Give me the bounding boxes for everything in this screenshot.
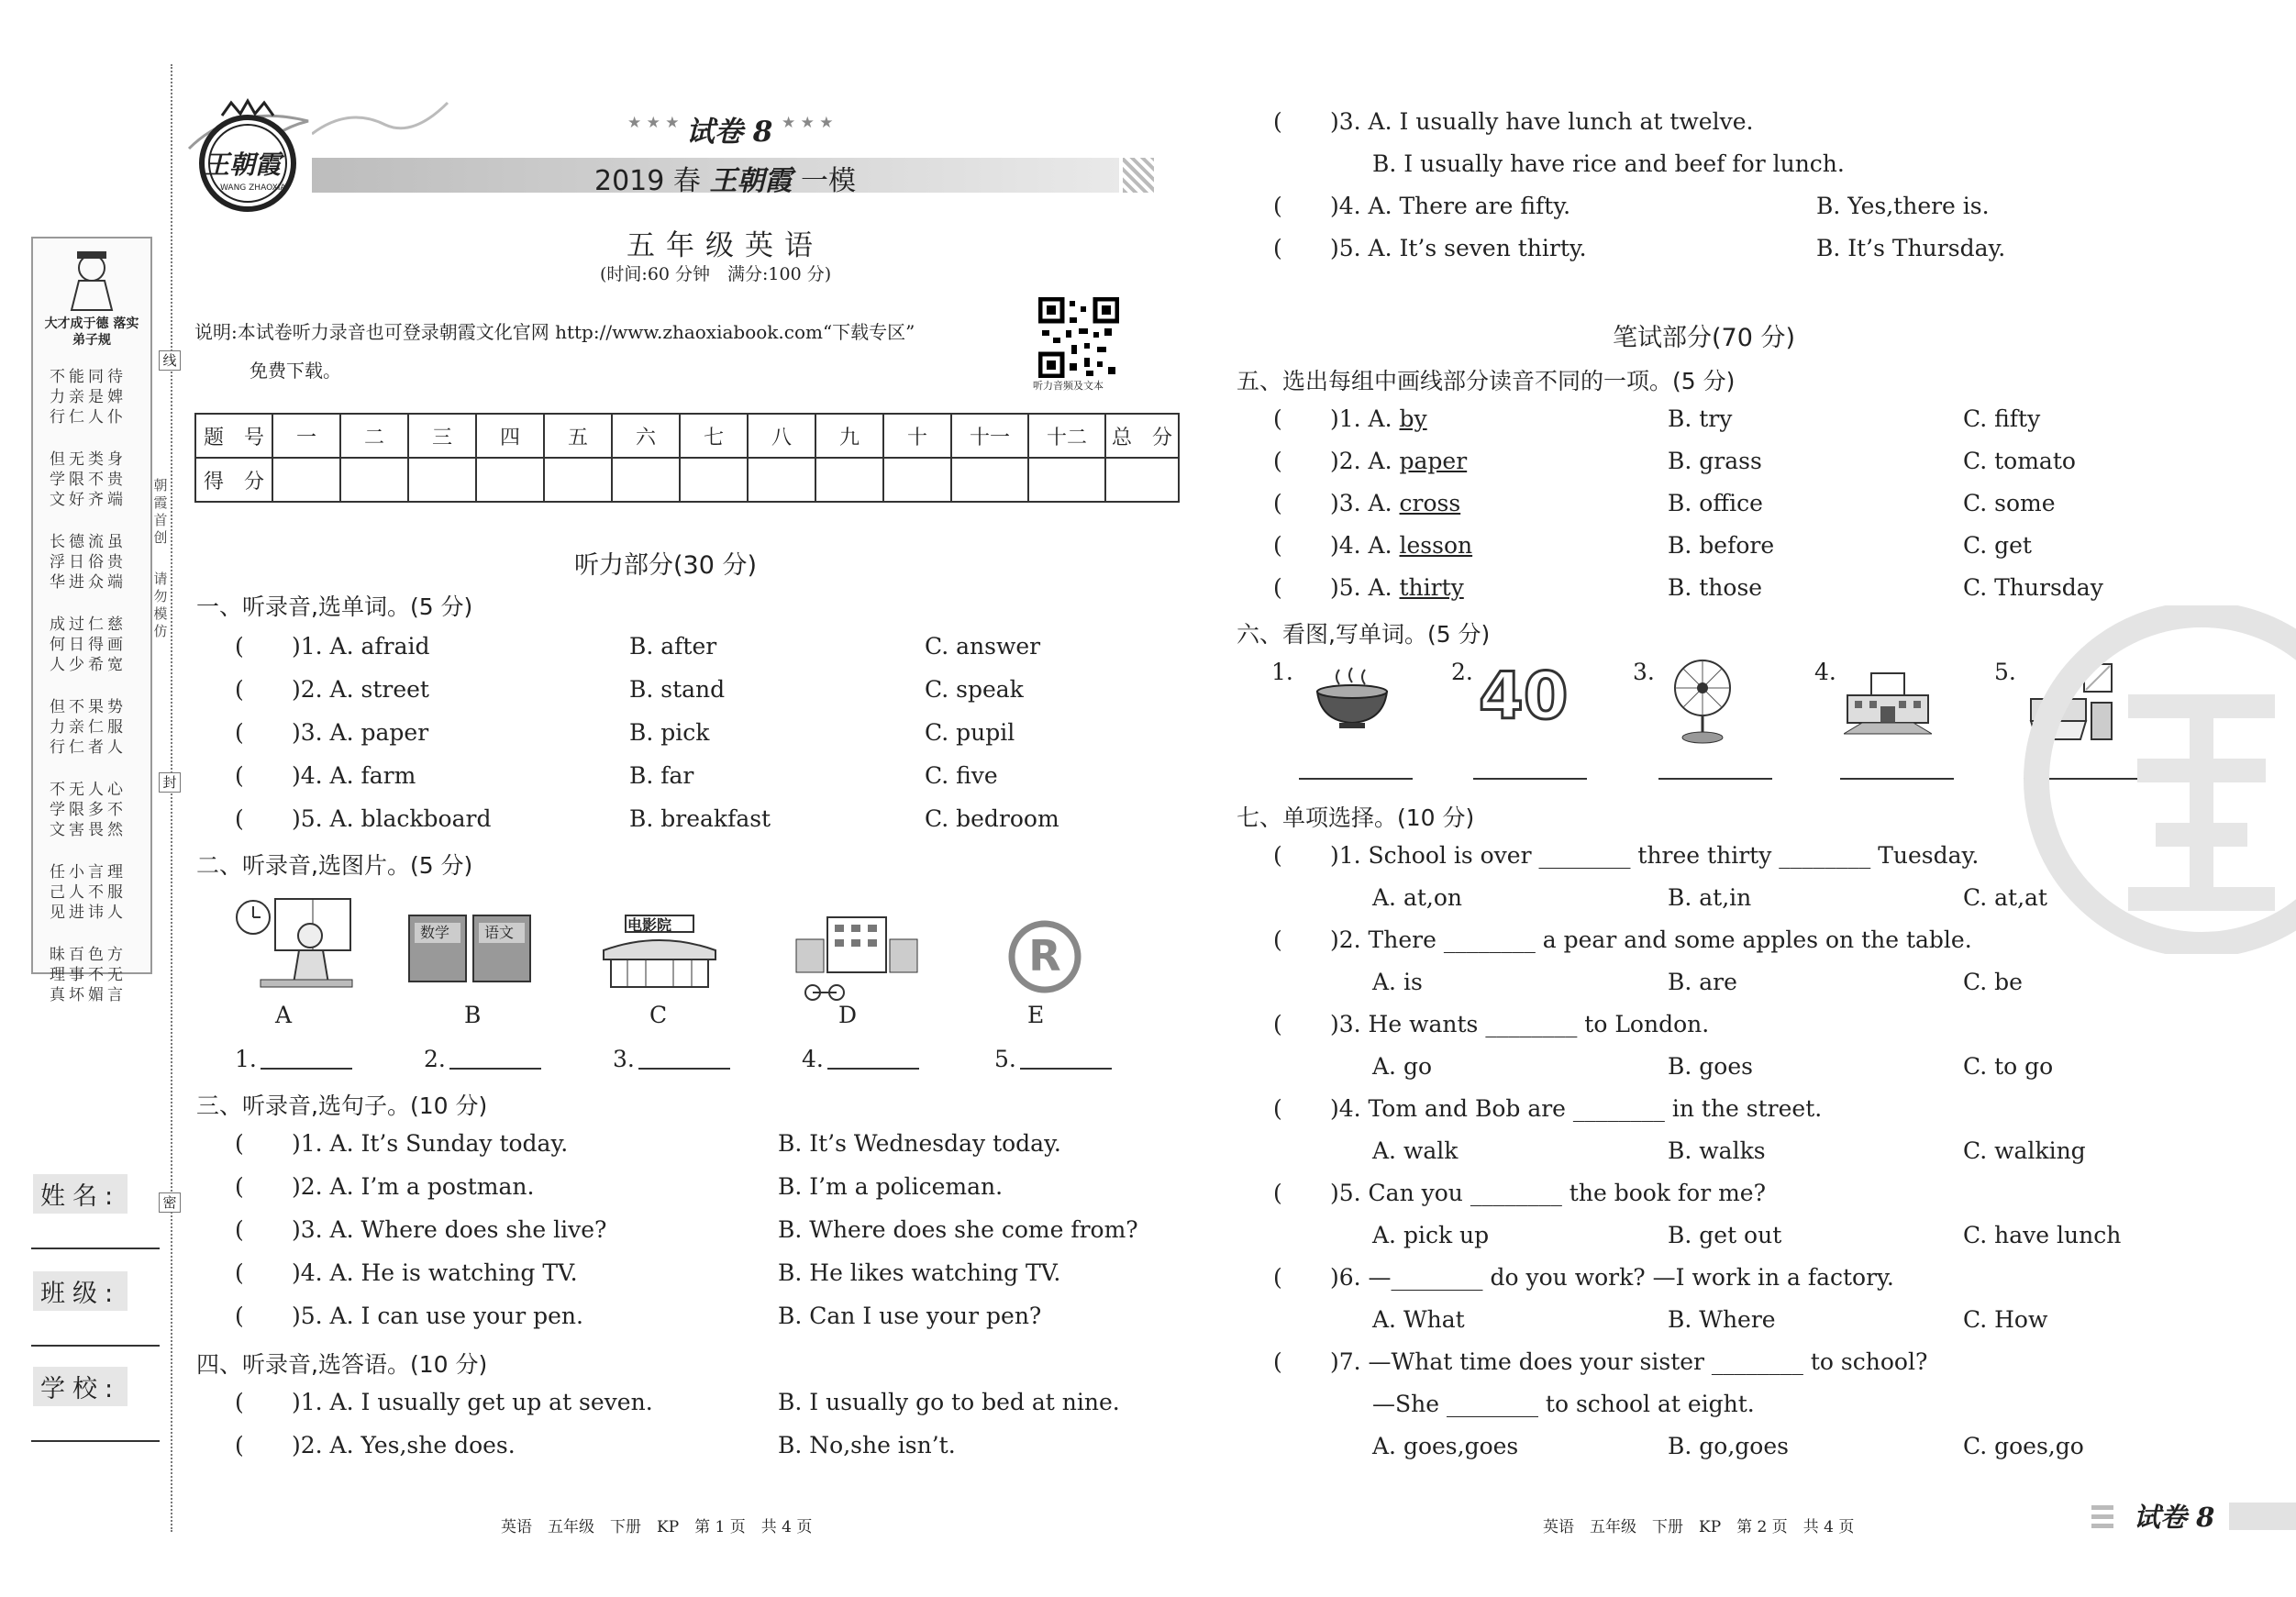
option-b[interactable]: B. No,she isn’t. — [778, 1432, 956, 1458]
answer-paren-open: ( — [235, 633, 244, 660]
star-row-right: ★ ★ ★ — [782, 114, 834, 132]
picture-d-school-building-icon — [793, 912, 921, 1004]
question-text: )4. Tom and Bob are ________ in the street. — [1330, 1095, 1823, 1122]
answer-line[interactable] — [1658, 778, 1772, 780]
score-col-4: 四 — [476, 414, 544, 458]
motto-line: 长德流虽 — [50, 533, 127, 551]
answer-paren-open: ( — [1273, 1180, 1282, 1206]
motto-line: 力亲是婢 — [50, 388, 127, 406]
answer-blank[interactable] — [1286, 1016, 1326, 1040]
option-c[interactable]: C. speak — [925, 676, 1024, 703]
option-a-word[interactable]: paper — [1399, 448, 1468, 474]
school-field[interactable] — [31, 1440, 160, 1442]
question-item: )5. A. blackboard — [292, 805, 492, 832]
seal-tag-feng: 封 — [159, 772, 181, 793]
motto-line: 己人不服 — [50, 883, 127, 902]
answer-paren-open: ( — [1273, 193, 1282, 219]
option-c[interactable]: C. five — [925, 762, 998, 789]
option-a[interactable]: A. goes,goes — [1372, 1433, 1519, 1459]
option-b[interactable]: B. It’s Wednesday today. — [778, 1130, 1061, 1157]
score-cell[interactable] — [815, 458, 883, 502]
scholar-figure-icon — [61, 248, 123, 312]
sidebar-motto-panel — [31, 237, 152, 1004]
option-a-word[interactable]: thirty — [1399, 574, 1464, 601]
banner-brand: 王朝霞 — [709, 165, 793, 197]
picture-number: 1. — [1271, 659, 1293, 685]
section-3-title: 三、听录音,选句子。(10 分) — [196, 1092, 488, 1119]
option-b[interactable]: B. I usually go to bed at nine. — [778, 1389, 1120, 1415]
vertical-note-1: 朝霞首创 — [153, 477, 168, 546]
answer-blank[interactable] — [248, 768, 288, 792]
score-row-label: 题 号 — [195, 414, 272, 458]
option-b[interactable]: B. after — [629, 633, 717, 660]
footer-paper-tag: 试卷 8 — [2134, 1502, 2215, 1533]
score-cell[interactable] — [951, 458, 1028, 502]
picture-label: A — [275, 1002, 293, 1028]
option-b[interactable]: B. I usually have rice and beef for lunch. — [1372, 150, 1845, 177]
answer-blank[interactable] — [1286, 240, 1326, 264]
score-col-10: 十 — [883, 414, 951, 458]
motto-line: 不无人心 — [50, 781, 127, 799]
motto-line: 任小言理 — [50, 863, 127, 882]
score-cell[interactable] — [1028, 458, 1105, 502]
qr-code-icon[interactable] — [1038, 297, 1119, 378]
answer-paren-open: ( — [235, 1130, 244, 1157]
option-a-word[interactable]: lesson — [1399, 532, 1473, 559]
answer-line[interactable] — [1840, 778, 1954, 780]
question-text: )7. —What time does your sister ________ to school? — [1330, 1348, 1928, 1375]
footer-tag-bar — [2229, 1503, 2296, 1530]
score-col-6: 六 — [612, 414, 680, 458]
ribbon-decoration-icon — [312, 97, 449, 143]
question-item — [1330, 448, 1467, 474]
confidential-stamp-watermark — [2018, 605, 2296, 954]
score-value-row — [195, 458, 1179, 502]
option-b[interactable]: B. walks — [1668, 1137, 1766, 1164]
option-b[interactable]: B. goes — [1668, 1053, 1753, 1080]
option-a[interactable]: )1. A. It’s Sunday today. — [292, 1130, 569, 1157]
question-text: )2. There ________ a pear and some apples on the table. — [1330, 926, 1972, 953]
answer-blank[interactable] — [248, 1265, 288, 1289]
answer-paren-open: ( — [235, 1389, 244, 1415]
answer-blank[interactable] — [1286, 1354, 1326, 1378]
answer-line[interactable] — [1473, 778, 1587, 780]
banner-title — [594, 158, 856, 198]
answer-paren-open: ( — [1273, 1011, 1282, 1037]
sidebar-slogan: 大才成于德 落实弟子规 — [44, 316, 139, 348]
answer-blank[interactable] — [248, 1222, 288, 1246]
answer-blank[interactable] — [1286, 114, 1326, 138]
picture-soup-bowl-icon — [1314, 666, 1391, 730]
option-b[interactable]: B. He likes watching TV. — [778, 1259, 1061, 1286]
option-a[interactable]: A. What — [1372, 1306, 1465, 1333]
question-text: )6. —________ do you work? —I work in a factory. — [1330, 1264, 1894, 1291]
answer-paren-open: ( — [235, 719, 244, 746]
option-a-word[interactable]: by — [1399, 405, 1427, 432]
option-c[interactable]: C. tomato — [1963, 448, 2076, 474]
option-a[interactable]: )5. A. It’s seven thirty. — [1330, 235, 1587, 261]
question-item: )1. A. afraid — [292, 633, 430, 660]
answer-paren-open: ( — [235, 1303, 244, 1329]
seal-tag-mi: 密 — [159, 1192, 181, 1213]
answer-paren-open: ( — [235, 1259, 244, 1286]
blank-number: 4. — [802, 1046, 824, 1072]
picture-label: B — [464, 1002, 482, 1028]
score-cell[interactable] — [612, 458, 680, 502]
answer-paren-open: ( — [1273, 108, 1282, 135]
banner-exam: 一模 — [800, 165, 856, 197]
option-b[interactable]: B. before — [1668, 532, 1775, 559]
motto-line: 真坏媚言 — [50, 986, 127, 1004]
question-text: )1. School is over ________ three thirty ________ Tuesday. — [1330, 842, 1980, 869]
answer-blank[interactable] — [1286, 1101, 1326, 1125]
written-title: 笔试部分(70 分) — [1613, 324, 1796, 352]
motto-line: 不能同待 — [50, 368, 127, 386]
score-cell[interactable] — [272, 458, 340, 502]
option-c[interactable]: C. at,at — [1963, 884, 2047, 911]
logo-brand-en: WANG ZHAOXIA — [220, 183, 286, 193]
answer-blank[interactable] — [1286, 932, 1326, 956]
answer-paren-open: ( — [1273, 926, 1282, 953]
option-c[interactable]: C. Thursday — [1963, 574, 2103, 601]
question-text: )3. He wants ________ to London. — [1330, 1011, 1710, 1037]
option-b[interactable]: B. Where does she come from? — [778, 1216, 1138, 1243]
answer-line[interactable] — [449, 1046, 541, 1070]
book-chinese-label: 语文 — [484, 924, 515, 941]
class-field[interactable] — [31, 1345, 160, 1347]
picture-number: 2. — [1451, 659, 1473, 685]
answer-blank[interactable] — [1286, 453, 1326, 477]
section-7-title: 七、单项选择。(10 分) — [1237, 804, 1475, 831]
picture-a-girl-studying-icon — [233, 893, 356, 991]
school-label: 学校: — [33, 1367, 128, 1406]
answer-blank[interactable] — [248, 1437, 288, 1461]
option-a-word[interactable]: cross — [1399, 490, 1461, 516]
vertical-note-2: 请勿模仿 — [153, 571, 168, 639]
exam-time-info: (时间:60 分钟 满分:100 分) — [600, 264, 832, 284]
name-label: 姓名: — [33, 1174, 128, 1214]
download-note: 说明:本试卷听力录音也可登录朝霞文化官网 http://www.zhaoxiabook.com“下载专区” — [194, 321, 915, 343]
blank-number: 5. — [994, 1046, 1016, 1072]
picture-number: 4. — [1814, 659, 1836, 685]
motto-line: 学限多不 — [50, 801, 127, 819]
motto-line: 浮日俗贵 — [50, 553, 127, 571]
answer-paren-open: ( — [235, 805, 244, 832]
option-b[interactable]: B. at,in — [1668, 884, 1752, 911]
option-a[interactable]: )4. A. He is watching TV. — [292, 1259, 578, 1286]
answer-paren-open: ( — [235, 1173, 244, 1200]
answer-line[interactable] — [261, 1046, 352, 1070]
option-b[interactable]: B. stand — [629, 676, 726, 703]
score-col-1: 一 — [272, 414, 340, 458]
option-c[interactable]: C. be — [1963, 969, 2023, 995]
score-col-8: 八 — [748, 414, 815, 458]
motto-line: 行仁人仆 — [50, 408, 127, 427]
answer-paren-open: ( — [1273, 1264, 1282, 1291]
answer-blank[interactable] — [1286, 495, 1326, 519]
answer-paren-open: ( — [1273, 405, 1282, 432]
score-col-12: 十二 — [1028, 414, 1105, 458]
picture-number: 5. — [1994, 659, 2016, 685]
score-col-9: 九 — [815, 414, 883, 458]
paper-number: 试卷 8 — [686, 116, 773, 149]
score-col-total: 总 分 — [1105, 414, 1179, 458]
footer-left: 英语 五年级 下册 KP 第 1 页 共 4 页 — [501, 1518, 813, 1536]
motto-line: 力亲仁服 — [50, 718, 127, 737]
motto-line: 见进讳人 — [50, 904, 127, 922]
motto-line: 人少希宽 — [50, 656, 127, 674]
option-a[interactable]: )3. A. I usually have lunch at twelve. — [1330, 108, 1754, 135]
option-b[interactable]: B. Yes,there is. — [1816, 193, 1990, 219]
section-4-title: 四、听录音,选答语。(10 分) — [196, 1351, 488, 1378]
answer-paren-open: ( — [1273, 235, 1282, 261]
answer-blank[interactable] — [248, 638, 288, 662]
banner-dither — [1123, 158, 1154, 193]
blank-number: 2. — [424, 1046, 446, 1072]
score-col-7: 七 — [680, 414, 748, 458]
option-b[interactable]: B. grass — [1668, 448, 1762, 474]
option-a[interactable]: A. pick up — [1372, 1222, 1490, 1248]
option-a[interactable]: A. go — [1372, 1053, 1433, 1080]
picture-label: C — [649, 1002, 668, 1028]
question-number: )4. A. — [1330, 532, 1400, 559]
score-row-label-2: 得 分 — [195, 458, 272, 502]
score-table — [194, 413, 1180, 503]
book-math-label: 数学 — [420, 924, 450, 941]
listening-title: 听力部分(30 分) — [574, 551, 758, 580]
picture-fan-icon — [1668, 657, 1741, 747]
footer-right: 英语 五年级 下册 KP 第 2 页 共 4 页 — [1543, 1518, 1855, 1536]
option-b[interactable]: B. try — [1668, 405, 1733, 432]
answer-blank[interactable] — [248, 1136, 288, 1159]
option-b[interactable]: B. those — [1668, 574, 1763, 601]
blank-number: 3. — [613, 1046, 635, 1072]
motto-line: 成过仁慈 — [50, 616, 127, 634]
svg-text:R: R — [1028, 931, 1061, 981]
question-number: )2. A. — [1330, 448, 1400, 474]
answer-paren-open: ( — [1273, 1348, 1282, 1375]
picture-number: 3. — [1633, 659, 1655, 685]
option-b[interactable]: B. Where — [1668, 1306, 1776, 1333]
picture-label: E — [1027, 1002, 1045, 1028]
answer-paren-open: ( — [1273, 1095, 1282, 1122]
footer-tag-decoration — [2091, 1501, 2113, 1528]
option-c[interactable]: C. bedroom — [925, 805, 1059, 832]
option-c[interactable]: C. goes,go — [1963, 1433, 2084, 1459]
option-b[interactable]: B. breakfast — [629, 805, 771, 832]
answer-blank[interactable] — [1286, 411, 1326, 435]
question-text: )5. Can you ________ the book for me? — [1330, 1180, 1766, 1206]
option-a[interactable]: A. walk — [1372, 1137, 1459, 1164]
binding-dotted-line — [171, 64, 172, 1532]
answer-paren-open: ( — [1273, 574, 1282, 601]
answer-blank[interactable] — [248, 1394, 288, 1418]
option-b[interactable]: B. I’m a policeman. — [778, 1173, 1004, 1200]
picture-label: D — [838, 1002, 858, 1028]
score-cell[interactable] — [340, 458, 408, 502]
answer-blank[interactable] — [1286, 580, 1326, 604]
score-cell[interactable] — [544, 458, 612, 502]
option-c[interactable]: C. get — [1963, 532, 2032, 559]
answer-blank[interactable] — [248, 682, 288, 705]
answer-paren-open: ( — [235, 1216, 244, 1243]
option-b[interactable]: B. Can I use your pen? — [778, 1303, 1042, 1329]
option-a[interactable]: )1. A. I usually get up at seven. — [292, 1389, 653, 1415]
picture-b-books-icon — [407, 908, 532, 987]
blank-number: 1. — [235, 1046, 257, 1072]
score-cell[interactable] — [883, 458, 951, 502]
picture-hospital-building-icon — [1844, 670, 1932, 736]
score-cell[interactable] — [680, 458, 748, 502]
motto-line: 行仁者人 — [50, 738, 127, 757]
option-c[interactable]: C. to go — [1963, 1053, 2054, 1080]
section-6-title: 六、看图,写单词。(5 分) — [1237, 621, 1491, 648]
seal-tag-xian: 线 — [159, 350, 181, 371]
answer-paren-open: ( — [1273, 842, 1282, 869]
score-cell-total[interactable] — [1105, 458, 1179, 502]
option-b[interactable]: B. get out — [1668, 1222, 1782, 1248]
question-item: )2. A. street — [292, 676, 429, 703]
answer-blank[interactable] — [1286, 848, 1326, 871]
number-forty: 40 — [1479, 659, 1569, 734]
motto-line: 理事不无 — [50, 966, 127, 984]
option-a[interactable]: A. is — [1372, 969, 1423, 995]
answer-paren-open: ( — [235, 676, 244, 703]
option-c[interactable]: C. walking — [1963, 1137, 2086, 1164]
section-5-title: 五、选出每组中画线部分读音不同的一项。(5 分) — [1237, 368, 1736, 394]
subject-title: 五年级英语 — [627, 229, 824, 262]
option-a[interactable]: )2. A. I’m a postman. — [292, 1173, 535, 1200]
score-cell[interactable] — [408, 458, 476, 502]
motto-line: 昧百色方 — [50, 946, 127, 964]
option-c[interactable]: C. have lunch — [1963, 1222, 2122, 1248]
motto-line: 学限不贵 — [50, 471, 127, 489]
section-1-title: 一、听录音,选单词。(5 分) — [196, 593, 473, 620]
option-b[interactable]: B. far — [629, 762, 694, 789]
answer-blank[interactable] — [1286, 198, 1326, 222]
motto-line: 但不果势 — [50, 698, 127, 716]
score-col-3: 三 — [408, 414, 476, 458]
answer-blank[interactable] — [248, 811, 288, 835]
qr-caption: 听力音频及文本 — [1033, 380, 1104, 392]
score-cell[interactable] — [476, 458, 544, 502]
option-b[interactable]: B. It’s Thursday. — [1816, 235, 2006, 261]
question-item — [1330, 532, 1472, 559]
answer-paren-open: ( — [1273, 490, 1282, 516]
question-item: )3. A. paper — [292, 719, 429, 746]
option-c[interactable]: C. some — [1963, 490, 2056, 516]
option-a[interactable]: )2. A. Yes,she does. — [292, 1432, 516, 1458]
answer-blank[interactable] — [1286, 1185, 1326, 1209]
question-item — [1330, 574, 1464, 601]
score-col-2: 二 — [340, 414, 408, 458]
option-b[interactable]: B. office — [1668, 490, 1763, 516]
answer-line[interactable] — [1020, 1046, 1112, 1070]
question-number: )3. A. — [1330, 490, 1400, 516]
option-b[interactable]: B. pick — [629, 719, 710, 746]
score-header-row — [195, 414, 1179, 458]
answer-line[interactable] — [827, 1046, 919, 1070]
option-c[interactable]: C. answer — [925, 633, 1041, 660]
option-a[interactable]: )4. A. There are fifty. — [1330, 193, 1571, 219]
question-text: —She ________ to school at eight. — [1372, 1391, 1755, 1417]
option-c[interactable]: C. fifty — [1963, 405, 2041, 432]
score-col-11: 十一 — [951, 414, 1028, 458]
picture-e-registered-mark-icon — [1007, 919, 1082, 994]
option-c[interactable]: C. pupil — [925, 719, 1015, 746]
answer-paren-open: ( — [1273, 532, 1282, 559]
section-2-title: 二、听录音,选图片。(5 分) — [196, 852, 473, 879]
answer-line[interactable] — [638, 1046, 730, 1070]
motto-line: 华进众端 — [50, 573, 127, 592]
answer-blank[interactable] — [248, 1179, 288, 1203]
score-cell[interactable] — [748, 458, 815, 502]
score-col-5: 五 — [544, 414, 612, 458]
answer-paren-open: ( — [235, 1432, 244, 1458]
motto-line: 文好齐端 — [50, 491, 127, 509]
answer-blank[interactable] — [248, 725, 288, 749]
option-a[interactable]: A. at,on — [1372, 884, 1462, 911]
option-a[interactable]: )5. A. I can use your pen. — [292, 1303, 583, 1329]
question-number: )1. A. — [1330, 405, 1400, 432]
name-field[interactable] — [31, 1248, 160, 1249]
answer-blank[interactable] — [248, 1308, 288, 1332]
answer-line[interactable] — [1299, 778, 1413, 780]
cinema-sign: 电影院 — [627, 916, 672, 934]
motto-line: 文害畏然 — [50, 821, 127, 839]
motto-line: 何日得画 — [50, 636, 127, 654]
class-label: 班级: — [33, 1271, 128, 1311]
option-b[interactable]: B. go,goes — [1668, 1433, 1789, 1459]
star-row-left: ★ ★ ★ — [627, 114, 680, 132]
answer-paren-open: ( — [1273, 448, 1282, 474]
question-item: )4. A. farm — [292, 762, 416, 789]
answer-paren-open: ( — [235, 762, 244, 789]
download-note-2: 免费下载。 — [250, 360, 341, 382]
option-b[interactable]: B. are — [1668, 969, 1737, 995]
answer-blank[interactable] — [1286, 538, 1326, 561]
answer-blank[interactable] — [1286, 1270, 1326, 1293]
option-c[interactable]: C. How — [1963, 1306, 2048, 1333]
logo-brand-text: 王朝霞 — [204, 150, 282, 180]
question-item — [1330, 490, 1460, 516]
banner-year: 2019 春 — [594, 165, 701, 197]
question-number: )5. A. — [1330, 574, 1400, 601]
motto-line: 但无类身 — [50, 450, 127, 469]
option-a[interactable]: )3. A. Where does she live? — [292, 1216, 607, 1243]
question-item — [1330, 405, 1427, 432]
